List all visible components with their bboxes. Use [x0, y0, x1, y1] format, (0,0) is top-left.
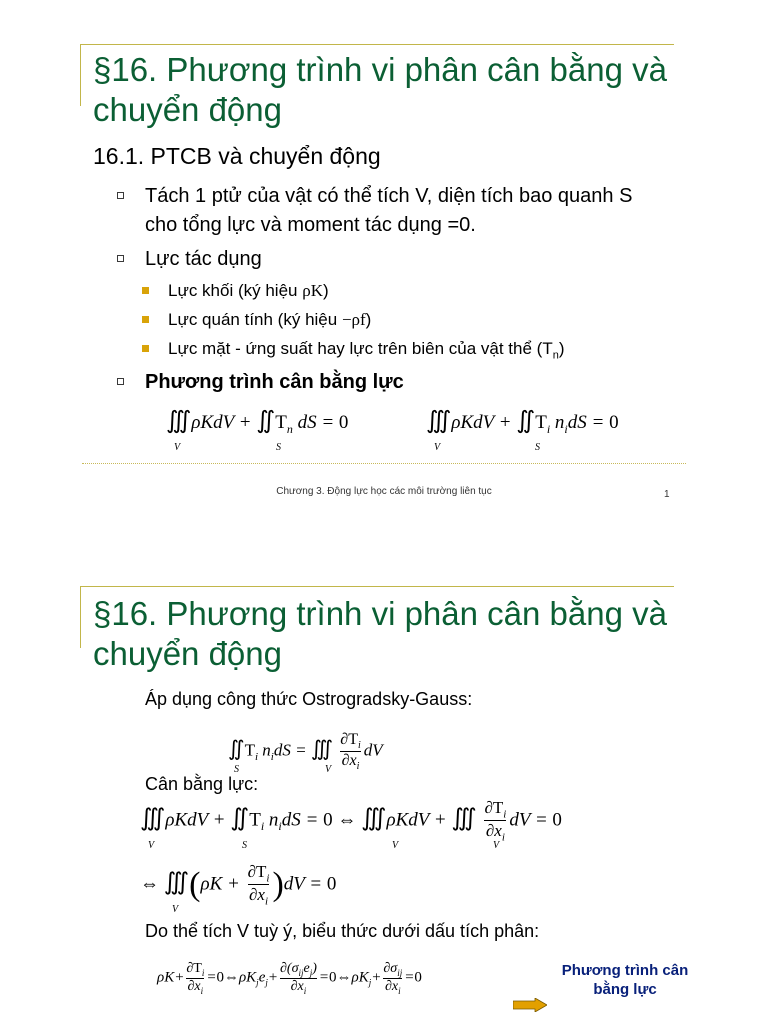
- subscript-n: n: [552, 349, 559, 362]
- equation-subscript: i: [546, 421, 551, 436]
- equilibrium-heading: Cân bằng lực:: [145, 774, 259, 794]
- slide-title: §16. Phương trình vi phân cân bằng và chuyển động: [93, 51, 667, 128]
- bullet-forces: [145, 245, 262, 274]
- integral-limit-V: V: [434, 442, 441, 453]
- bullet-text: Lực tác dụng: [145, 248, 262, 270]
- footer-rule: [82, 463, 686, 464]
- integrand-statement: Do thể tích V tuỳ ý, biểu thức dưới dấu tích phân:: [145, 921, 540, 941]
- inertial-force-symbol: −ρf: [341, 310, 366, 329]
- sub-bullet-text: Lực khối (ký hiệu: [168, 281, 303, 300]
- equilibrium-equation-label: Phương trình cân bằng lực: [561, 962, 689, 998]
- title-top-rule: [80, 586, 674, 587]
- integral-limit-V: V: [392, 840, 399, 851]
- sub-bullet-text: Lực quán tính (ký hiệu: [168, 310, 342, 329]
- equation-stress-normal: ∭ρKdV + $∬T_i$ $n_idS = 0$: [426, 408, 619, 436]
- slide-title: §16. Phương trình vi phân cân bằng và chuyển động: [93, 595, 667, 672]
- equation-subscript: n: [286, 421, 293, 436]
- bullet-text: Tách 1 ptử của vật có thể tích V, diện tích bao quanh S cho tổng lực và moment tác dụng =0.: [145, 185, 633, 236]
- equation-equilibrium-expanded: ∭ρKdV + $∬T_i$ $n_idS = 0$ ⇔ ∭ρKdV + ∭ $\frac{\partial T_i}{\partial x_i}$ dV = 0: [140, 798, 562, 844]
- filled-square-bullet-icon: [142, 345, 149, 352]
- sub-bullet-body-force: Lực khối (ký hiệu ρK): [168, 281, 329, 301]
- square-bullet-icon: [117, 192, 124, 199]
- page-number: 1: [664, 489, 670, 500]
- title-accent-line: [80, 586, 81, 648]
- integral-limit-V: V: [174, 442, 181, 453]
- equation-surface-traction: ∭ρKdV + $∬T_n$ dS = 0: [166, 408, 349, 436]
- title-top-rule: [80, 44, 674, 45]
- filled-square-bullet-icon: [142, 316, 149, 323]
- square-bullet-icon: [117, 378, 124, 385]
- ostrogradsky-intro: Áp dụng công thức Ostrogradsky-Gauss:: [145, 689, 473, 709]
- integral-limit-S: S: [242, 840, 247, 851]
- body-force-symbol: ρK: [302, 281, 323, 300]
- integral-limit-V: V: [148, 840, 155, 851]
- integral-limit-V: V: [493, 840, 500, 851]
- sub-bullet-surface-force: Lực mặt - ứng suất hay lực trên biên của vật thể $(T_n)$: [168, 339, 565, 361]
- sub-bullet-inertial-force: Lực quán tính (ký hiệu −ρf): [168, 310, 371, 330]
- section-heading: 16.1. PTCB và chuyển động: [93, 143, 381, 169]
- integral-limit-V: V: [172, 904, 179, 915]
- integral-limit-S: S: [234, 764, 239, 775]
- equation-differential-equilibrium: ρK+ $\frac{\partial T_i}{\partial x_i}$ $=0\Leftrightarrow\rho K_je_j+$ $\partial(\sigma_{ij}e_j)$ $\partial x_i$ $=0\Leftrightarrow\rho K_j+$ $\partial\sigma_{ij}$ $\partial x_i$ =0: [157, 961, 422, 996]
- bullet-text: Phương trình cân bằng lực: [145, 371, 404, 393]
- square-bullet-icon: [117, 255, 124, 262]
- bullet-element: [145, 182, 665, 240]
- equation-equilibrium-combined: ⇔ ∭(ρK + $\frac{\partial T_i}{\partial x_i}$ )dV = 0: [140, 862, 337, 908]
- bullet-equilibrium-equation: [145, 368, 404, 397]
- right-arrow-icon: [513, 998, 547, 1012]
- filled-square-bullet-icon: [142, 287, 149, 294]
- integral-limit-S: S: [535, 442, 540, 453]
- footer-chapter: Chương 3. Động lực học các môi trường liên tục: [276, 486, 492, 497]
- title-accent-line: [80, 44, 81, 106]
- sub-bullet-text: Lực mặt - ứng suất hay lực trên biên của vật thể (T: [168, 339, 553, 358]
- equation-gauss-theorem: $∬T_i$ $n_idS$ = ∭ $\frac{\partial T_i}{\partial x_i}$ dV: [228, 731, 383, 773]
- integral-limit-S: S: [276, 442, 281, 453]
- slide-2: [0, 512, 768, 1024]
- integral-limit-V: V: [325, 764, 332, 775]
